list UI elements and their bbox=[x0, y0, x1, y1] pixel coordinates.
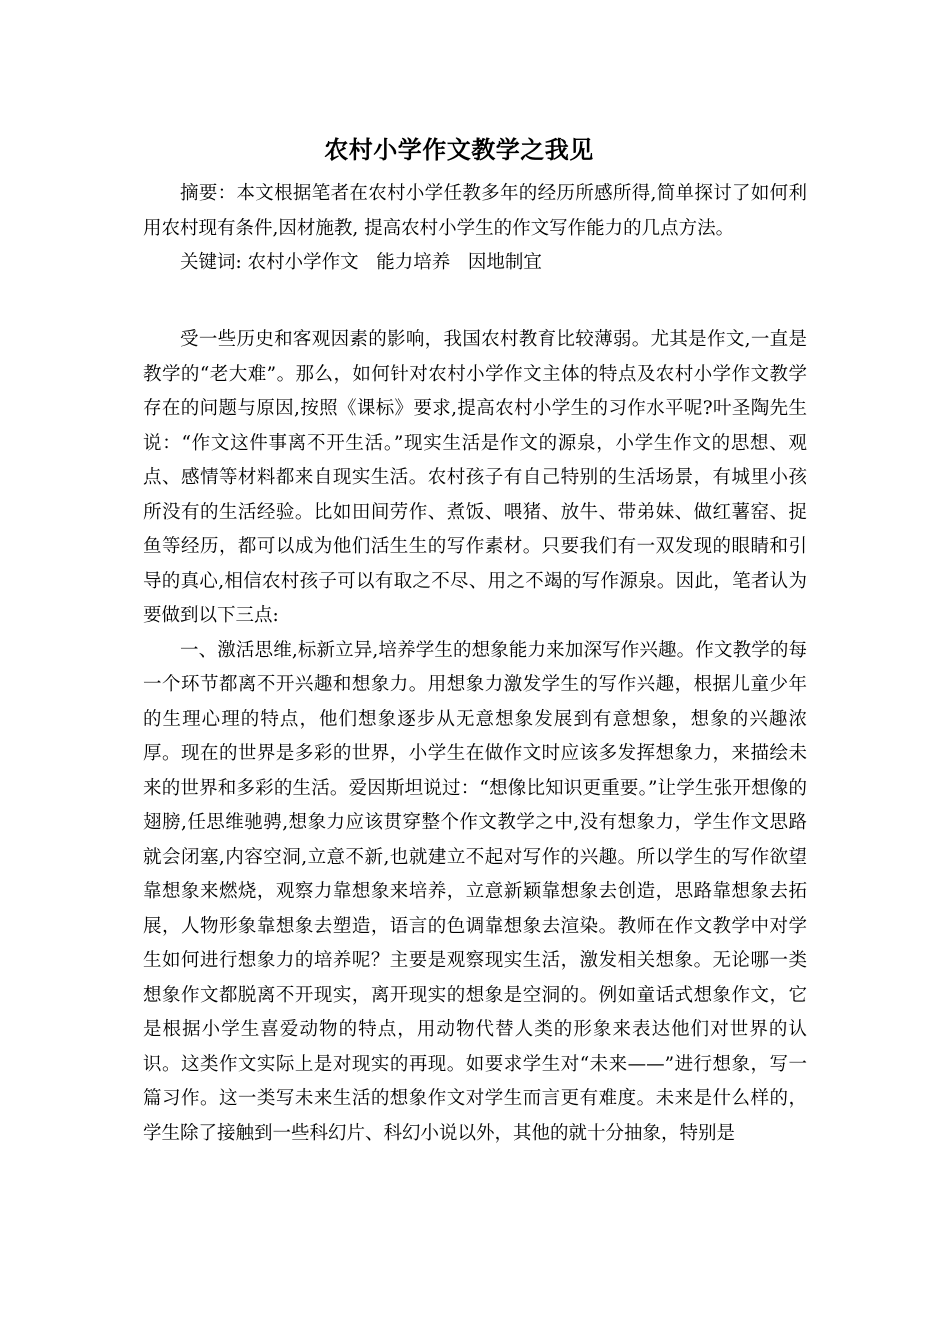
document-title: 农村小学作文教学之我见 bbox=[324, 135, 594, 164]
abstract-paragraph: 摘要：本文根据笔者在农村小学任教多年的经历所感所得,简单探讨了如何利用农村现有条件,因材施教, 提高农村小学生的作文写作能力的几点方法。 bbox=[143, 183, 807, 239]
keywords-line: 关键词: 农村小学作文 能力培养 因地制宜 bbox=[180, 252, 542, 273]
document-page bbox=[143, 130, 807, 1151]
body-paragraph-intro: 受一些历史和客观因素的影响，我国农村教育比较薄弱。尤其是作文,一直是教学的“老大难”。那么，如何针对农村小学作文主体的特点及农村小学作文教学存在的问题与原因,按照《课标》要求,提高农村小学生的习作水平呢?叶圣陶先生说：“作文这件事离不开生活。”现实生活是作文的源泉，小学生作文的思想、观点、感情等材料都来自现实生活。农村孩子有自己特别的生活场景，有城里小孩所没有的生活经验。比如田间劳作、煮饭、喂猪、放牛、带弟妹、做红薯窑、捉鱼等经历，都可以成为他们活生生的写作素材。只要我们有一双发现的眼睛和引导的真心,相信农村孩子可以有取之不尽、用之不竭的写作源泉。因此，笔者认为要做到以下三点: bbox=[143, 329, 807, 626]
body-paragraph-section-one: 一、激活思维,标新立异,培养学生的想象能力来加深写作兴趣。作文教学的每一个环节都离不开兴趣和想象力。用想象力激发学生的写作兴趣，根据儿童少年的生理心理的特点，他们想象逐步从无意想象发展到有意想象，想象的兴趣浓厚。现在的世界是多彩的世界，小学生在做作文时应该多发挥想象力，来描绘未来的世界和多彩的生活。爱因斯坦说过：“想像比知识更重要。”让学生张开想像的翅膀,任思维驰骋,想象力应该贯穿整个作文教学之中,没有想象力，学生作文思路就会闭塞,内容空洞,立意不新,也就建立不起对写作的兴趣。所以学生的写作欲望靠想象来燃烧，观察力靠想象来培养，立意新颖靠想象去创造，思路靠想象去拓展，人物形象靠想象去塑造，语言的色调靠想象去渲染。教师在作文教学中对学生如何进行想象力的培养呢？主要是观察现实生活，激发相关想象。无论哪一类想象作文都脱离不开现实，离开现实的想象是空洞的。例如童话式想象作文，它是根据小学生喜爱动物的特点，用动物代替人类的形象来表达他们对世界的认识。这类作文实际上是对现实的再现。如要求学生对“未来——”进行想象，写一篇习作。这一类写未来生活的想象作文对学生而言更有难度。未来是什么样的，学生除了接触到一些科幻片、科幻小说以外，其他的就十分抽象，特别是 bbox=[143, 639, 807, 1144]
blank-line bbox=[143, 281, 807, 316]
